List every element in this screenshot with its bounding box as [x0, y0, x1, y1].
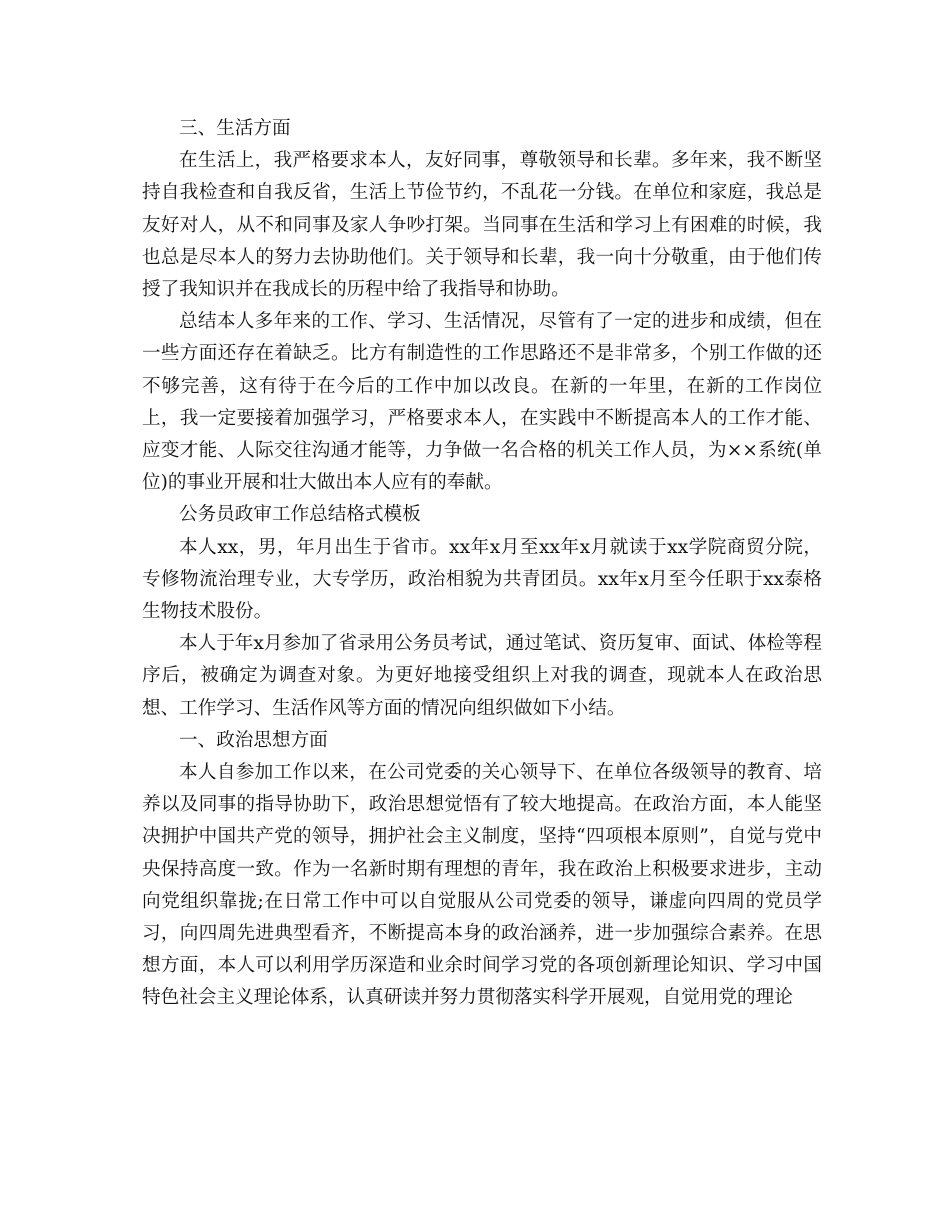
section-heading-politics: 一、政治思想方面	[179, 729, 328, 751]
paragraph-bio: 本人xx，男，年月出生于省市。xx年x月至xx年x月就读于xx学院商贸分院，专修物流治理专业，大专学历，政治相貌为共青团员。xx年x月至今任职于xx泰格生物技术股份。	[142, 536, 822, 623]
paragraph-summary: 总结本人多年来的工作、学习、生活情况，尽管有了一定的进步和成绩，但在一些方面还存在着缺乏。比方有制造性的工作思路还不是非常多，个别工作做的还不够完善，这有待于在今后的工作中加以改良。在新的一年里，在新的工作岗位上，我一定要接着加强学习，严格要求本人，在实践中不断提高本人的工作才能、应变才能、人际交往沟通才能等，力争做一名合格的机关工作人员，为××系统(单位)的事业开展和壮大做出本人应有的奉献。	[142, 311, 822, 494]
document-body	[142, 113, 822, 1015]
section-heading-life: 三、生活方面	[179, 118, 291, 139]
paragraph-exam: 本人于年x月参加了省录用公务员考试，通过笔试、资历复审、面试、体检等程序后，被确定为调查对象。为更好地接受组织上对我的调查，现就本人在政治思想、工作学习、生活作风等方面的情况向组织做如下小结。	[142, 633, 822, 719]
paragraph-life: 在生活上，我严格要求本人，友好同事，尊敬领导和长辈。多年来，我不断坚持自我检查和自我反省，生活上节俭节约，不乱花一分钱。在单位和家庭，我总是友好对人，从不和同事及家人争吵打架。当同事在生活和学习上有困难的时候，我也总是尽本人的努力去协助他们。关于领导和长辈，我一向十分敬重，由于他们传授了我知识并在我成长的历程中给了我指导和协助。	[142, 150, 822, 301]
section-heading-template: 公务员政审工作总结格式模板	[179, 504, 421, 526]
paragraph-politics: 本人自参加工作以来，在公司党委的关心领导下、在单位各级领导的教育、培养以及同事的指导协助下，政治思想觉悟有了较大地提高。在政治方面，本人能坚决拥护中国共产党的领导，拥护社会主义制度，坚持“四项根本原则”，自觉与党中央保持高度一致。作为一名新时期有理想的青年，我在政治上积极要求进步，主动向党组织靠拢;在日常工作中可以自觉服从公司党委的领导，谦虚向四周的党员学习，向四周先进典型看齐，不断提高本身的政治涵养，进一步加强综合素养。在思想方面，本人可以利用学历深造和业余时间学习党的各项创新理论知识、学习中国特色社会主义理论体系，认真研读并努力贯彻落实科学开展观，自觉用党的理论	[142, 762, 822, 1009]
